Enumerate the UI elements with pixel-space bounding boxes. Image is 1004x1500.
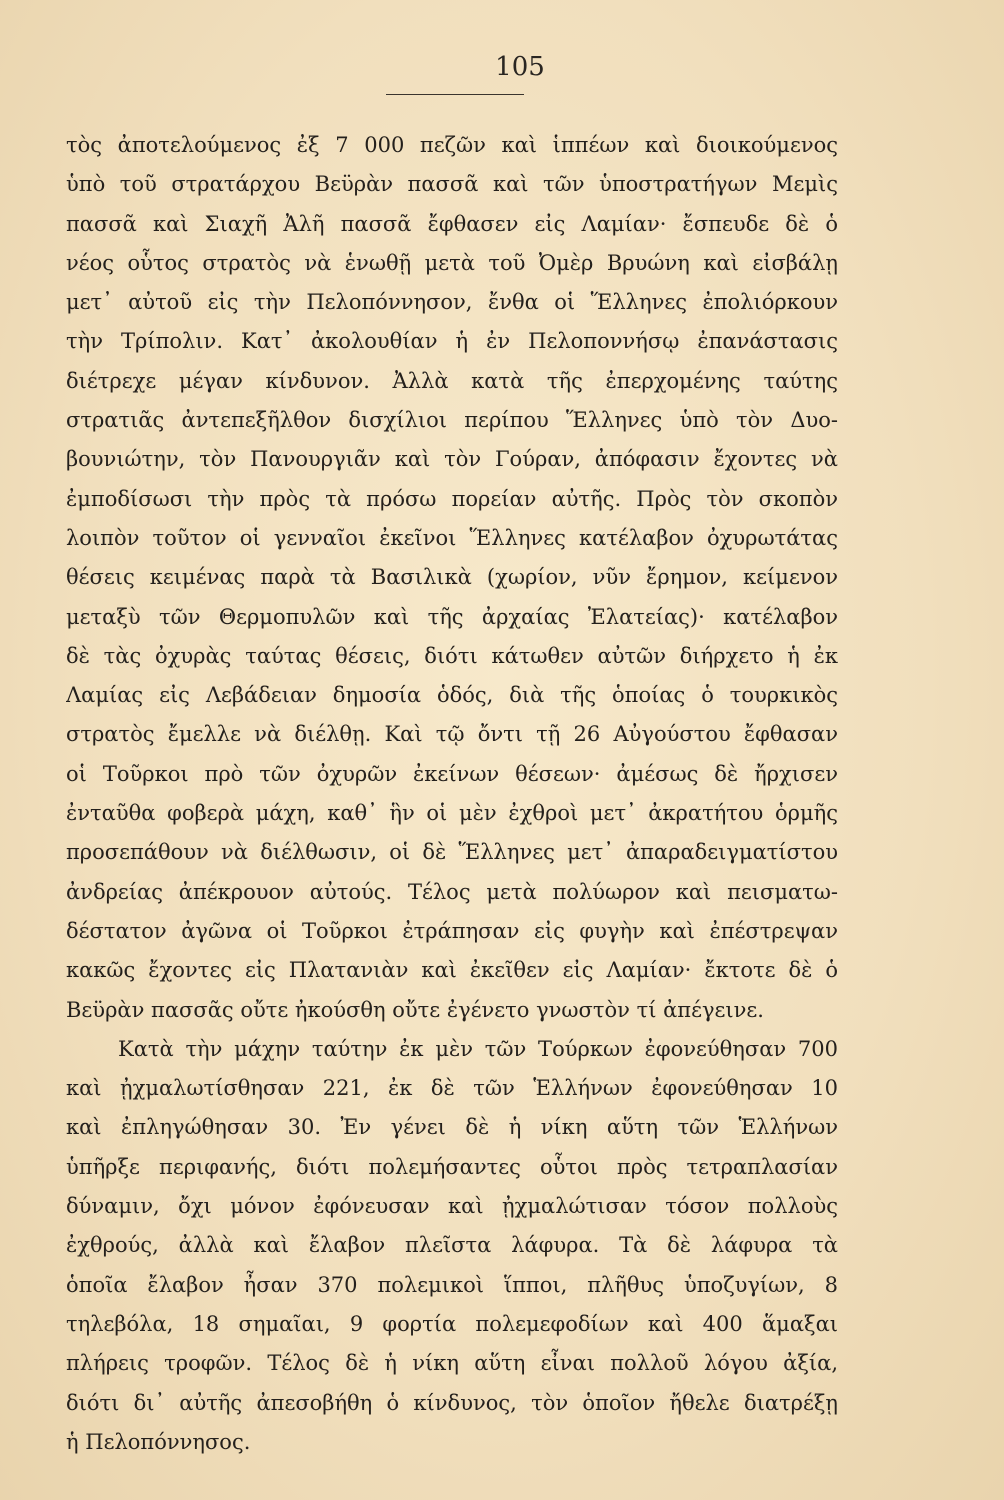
- body-text: [66, 126, 838, 1462]
- text-line: ἐμποδίσωσι τὴν πρὸς τὰ πρόσω πορείαν αὐτῆς. Πρὸς τὸν σκοπὸν: [66, 486, 838, 511]
- text-line: ὑπῆρξε περιφανής, διότι πολεμήσαντες οὗτοι πρὸς τετραπλασίαν: [66, 1154, 838, 1179]
- text-line: κακῶς ἔχοντες εἰς Πλατανιὰν καὶ ἐκεῖθεν εἰς Λαμίαν· ἔκτοτε δὲ ὁ: [66, 958, 838, 983]
- text-line: νέος οὗτος στρατὸς νὰ ἑνωθῇ μετὰ τοῦ Ὀμὲρ Βρυώνη καὶ εἰσβάλῃ: [66, 250, 838, 275]
- paragraph-start-line: Κατὰ τὴν μάχην ταύτην ἐκ μὲν τῶν Τούρκων ἐφονεύθησαν 700: [118, 1036, 838, 1061]
- text-line: οἱ Τοῦρκοι πρὸ τῶν ὀχυρῶν ἐκείνων θέσεων· ἀμέσως δὲ ἤρχισεν: [66, 761, 838, 786]
- text-line: καὶ ᾐχμαλωτίσθησαν 221, ἐκ δὲ τῶν Ἑλλήνων ἐφονεύθησαν 10: [66, 1076, 838, 1101]
- text-line: δὲ τὰς ὀχυρὰς ταύτας θέσεις, διότι κάτωθεν αὐτῶν διήρχετο ἡ ἐκ: [66, 643, 838, 668]
- text-line: διέτρεχε μέγαν κίνδυνον. Ἀλλὰ κατὰ τῆς ἐπερχομένης ταύτης: [66, 368, 838, 393]
- text-line: τηλεβόλα, 18 σημαῖαι, 9 φορτία πολεμεφοδίων καὶ 400 ἅμαξαι: [66, 1311, 838, 1336]
- text-line: μετ᾽ αὐτοῦ εἰς τὴν Πελοπόννησον, ἔνθα οἱ Ἕλληνες ἐπολιόρκουν: [66, 290, 838, 315]
- text-line: λοιπὸν τοῦτον οἱ γενναῖοι ἐκεῖνοι Ἕλληνες κατέλαβον ὀχυρωτάτας: [66, 525, 838, 550]
- text-line: προσεπάθουν νὰ διέλθωσιν, οἱ δὲ Ἕλληνες μετ᾽ ἀπαραδειγματίστου: [66, 840, 838, 865]
- text-line: βουνιώτην, τὸν Πανουργιᾶν καὶ τὸν Γούραν, ἀπόφασιν ἔχοντες νὰ: [66, 447, 838, 472]
- text-line: ὑπὸ τοῦ στρατάρχου Βεϋρὰν πασσᾶ καὶ τῶν ὑποστρατήγων Μεμὶς: [66, 172, 838, 197]
- text-line: δέστατον ἀγῶνα οἱ Τοῦρκοι ἐτράπησαν εἰς φυγὴν καὶ ἐπέστρεψαν: [66, 918, 838, 943]
- text-line: δύναμιν, ὄχι μόνον ἐφόνευσαν καὶ ᾐχμαλώτισαν τόσον πολλοὺς: [66, 1194, 838, 1219]
- text-line: διότι δι᾽ αὐτῆς ἀπεσοβήθη ὁ κίνδυνος, τὸν ὁποῖον ἤθελε διατρέξῃ: [66, 1390, 838, 1415]
- text-line: ἐχθρούς, ἀλλὰ καὶ ἔλαβον πλεῖστα λάφυρα. Τὰ δὲ λάφυρα τὰ: [66, 1233, 838, 1258]
- text-line: τὴν Τρίπολιν. Κατ᾽ ἀκολουθίαν ἡ ἐν Πελοποννήσῳ ἐπανάστασις: [66, 329, 838, 354]
- paragraph-end-line: Βεϋρὰν πασσᾶς οὔτε ἠκούσθη οὔτε ἐγένετο γνωστὸν τί ἀπέγεινε.: [66, 997, 764, 1022]
- text-line: στρατιᾶς ἀντεπεξῆλθον δισχίλιοι περίπου Ἕλληνες ὑπὸ τὸν Δυο-: [66, 408, 838, 433]
- text-line: μεταξὺ τῶν Θερμοπυλῶν καὶ τῆς ἀρχαίας Ἐλατείας)· κατέλαβον: [66, 604, 838, 629]
- page-number: 105: [495, 52, 545, 82]
- text-line: πασσᾶ καὶ Σιαχῆ Ἀλῆ πασσᾶ ἔφθασεν εἰς Λαμίαν· ἔσπευδε δὲ ὁ: [66, 211, 838, 236]
- text-line: καὶ ἐπληγώθησαν 30. Ἐν γένει δὲ ἡ νίκη αὕτη τῶν Ἑλλήνων: [66, 1115, 838, 1140]
- text-line: πλήρεις τροφῶν. Τέλος δὲ ἡ νίκη αὕτη εἶναι πολλοῦ λόγου ἀξία,: [66, 1351, 838, 1376]
- text-line: στρατὸς ἔμελλε νὰ διέλθῃ. Καὶ τῷ ὄντι τῇ 26 Αὐγούστου ἔφθασαν: [66, 722, 838, 747]
- text-line: ἀνδρείας ἀπέκρουον αὐτούς. Τέλος μετὰ πολύωρον καὶ πεισματω-: [66, 879, 838, 904]
- text-line: θέσεις κειμένας παρὰ τὰ Βασιλικὰ (χωρίον, νῦν ἔρημον, κείμενον: [66, 565, 838, 590]
- text-line: ἐνταῦθα φοβερὰ μάχη, καθ᾽ ἣν οἱ μὲν ἐχθροὶ μετ᾽ ἀκρατήτου ὁρμῆς: [66, 801, 838, 826]
- text-line: ὁποῖα ἔλαβον ἦσαν 370 πολεμικοὶ ἵπποι, πλῆθυς ὑποζυγίων, 8: [66, 1272, 838, 1297]
- text-line: τὸς ἀποτελούμενος ἐξ 7 000 πεζῶν καὶ ἱππέων καὶ διοικούμενος: [66, 133, 838, 157]
- page-number-rule: [386, 94, 524, 95]
- text-line: Λαμίας εἰς Λεβάδειαν δημοσία ὁδός, διὰ τῆς ὁποίας ὁ τουρκικὸς: [66, 683, 838, 708]
- paragraph-end-line: ἡ Πελοπόννησος.: [66, 1429, 251, 1454]
